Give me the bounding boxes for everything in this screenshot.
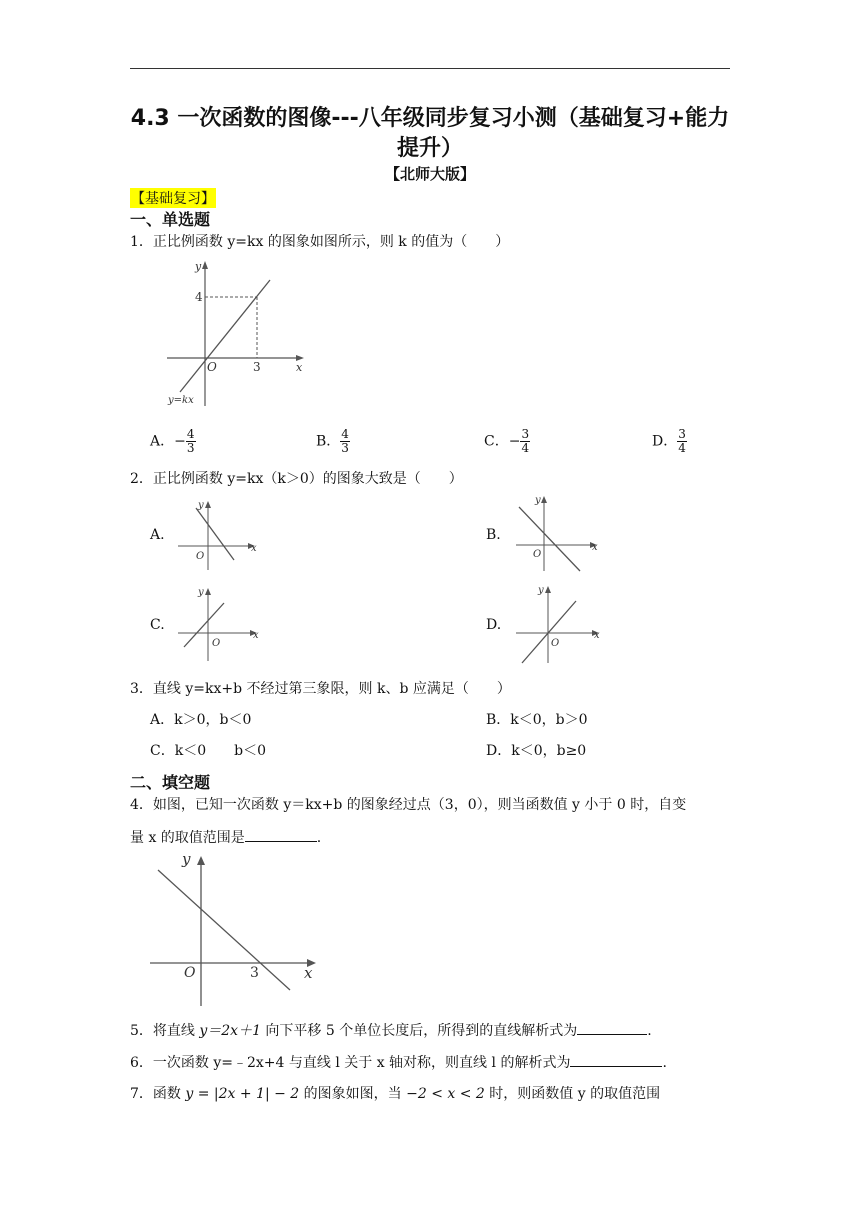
question-6-end: . (662, 1055, 667, 1071)
fraction-denominator: 4 (678, 441, 686, 455)
q4-y-arrow-icon (197, 856, 205, 865)
header-rule (130, 68, 730, 69)
title-line-2: 提升） (396, 136, 463, 161)
question-4-graph (148, 850, 323, 1010)
question-5-formula: y＝2x＋1 (199, 1023, 261, 1039)
section-tag-basic-review: 【基础复习】 (130, 188, 216, 208)
origin-label: O (196, 551, 205, 562)
option-letter: C． (484, 433, 509, 450)
fraction-numerator: 4 (186, 427, 195, 441)
axis-x-label: x (594, 630, 600, 641)
axis-y-label: y (535, 495, 541, 506)
question-7-text: 的图象如图，当 (299, 1086, 407, 1102)
axis-y-label: y (198, 500, 204, 511)
question-7-formula: y = |2x + 1| − 2 (185, 1086, 300, 1102)
question-4-end: . (316, 830, 322, 846)
option-fraction (520, 428, 530, 455)
q4-x-tick-label: 3 (250, 965, 259, 981)
q4-origin-label: O (184, 965, 196, 981)
axis-y-label: y (198, 587, 204, 598)
q2-option-c-label[interactable]: C. (150, 617, 165, 633)
question-5-text: 向下平移 5 个单位长度后，所得到的直线解析式为 (260, 1023, 578, 1039)
question-6 (130, 1052, 667, 1072)
q3-option-c[interactable]: C．k＜0 b＜0 (150, 743, 266, 759)
option-letter: D． (652, 433, 678, 450)
axis-y-label: y (538, 585, 544, 596)
option-sign: − (508, 433, 521, 450)
page-subtitle: 【北师大版】 (384, 165, 475, 183)
question-4-text: 量 x 的取值范围是 (130, 830, 245, 846)
fraction-numerator: 4 (341, 427, 349, 441)
option-fraction (186, 428, 196, 455)
question-4-line-1: 4．如图，已知一次函数 y＝kx+b 的图象经过点（3，0），则当函数值 y 小于 0 时，自变 (130, 797, 687, 813)
option-fraction (340, 428, 350, 455)
q1-option-a[interactable] (150, 428, 196, 455)
question-4-line-2 (130, 827, 321, 847)
question-5-prefix: 5．将直线 (130, 1023, 200, 1039)
title-line-1: 4.3 一次函数的图像---八年级同步复习小测（基础复习+能力 (130, 106, 730, 131)
axis-x-label: x (251, 543, 257, 554)
option-letter: A． (150, 433, 175, 450)
fraction-numerator: 3 (521, 427, 530, 441)
q3-option-b[interactable]: B．k＜0，b＞0 (486, 712, 588, 728)
q2-option-b-label[interactable]: B. (486, 527, 501, 543)
q3-option-d[interactable]: D．k＜0，b≥0 (486, 743, 587, 759)
q2-option-c-graph[interactable] (176, 585, 261, 663)
origin-label: O (533, 549, 542, 560)
q1-line-label: y=kx (168, 395, 194, 406)
q2-option-a-label[interactable]: A. (150, 527, 165, 543)
q4-x-label: x (304, 964, 313, 982)
fraction-denominator: 4 (521, 441, 530, 455)
q1-origin-label: O (207, 360, 217, 374)
q5-answer-blank[interactable] (577, 1020, 647, 1035)
fraction-denominator: 3 (186, 441, 195, 455)
option-fraction (677, 428, 687, 455)
q1-y-tick-label: 4 (195, 290, 203, 304)
question-7-prefix: 7．函数 (130, 1086, 186, 1102)
q1-x-label: x (296, 361, 303, 374)
question-6-text: 6．一次函数 y=﹣2x+4 与直线 l 关于 x 轴对称，则直线 l 的解析式为 (130, 1055, 571, 1071)
question-2-stem: 2．正比例函数 y=kx（k＞0）的图象大致是（ ） (130, 471, 463, 487)
q2-option-a-graph[interactable] (176, 498, 261, 573)
q4-line (158, 870, 290, 990)
axis-x-label: x (592, 542, 598, 553)
question-7-suffix: 时，则函数值 y 的取值范围 (484, 1086, 661, 1102)
q1-option-b[interactable] (316, 428, 350, 455)
option-sign: − (174, 433, 186, 450)
q1-y-label: y (195, 260, 202, 273)
q3-option-a[interactable]: A．k＞0，b＜0 (150, 712, 252, 728)
question-1-graph (165, 258, 310, 408)
fraction-denominator: 3 (341, 441, 349, 455)
option-letter: B． (316, 433, 341, 450)
q2-option-b-graph[interactable] (514, 493, 604, 573)
question-7-condition: −2 < x < 2 (406, 1086, 485, 1102)
axis-x-label: x (253, 630, 259, 641)
q1-x-tick-label: 3 (253, 360, 261, 374)
section-heading-fill-blank: 二、填空题 (130, 773, 211, 792)
q4-y-label: y (182, 850, 191, 868)
section-heading-single-choice: 一、单选题 (130, 210, 211, 229)
q6-answer-blank[interactable] (570, 1052, 662, 1067)
question-7 (130, 1083, 660, 1103)
q4-answer-blank[interactable] (245, 827, 317, 842)
question-5-end: . (647, 1023, 652, 1039)
page-title (130, 104, 730, 164)
q2-option-d-graph[interactable] (514, 583, 604, 665)
fraction-numerator: 3 (678, 427, 686, 441)
q1-option-c[interactable] (484, 428, 530, 455)
question-3-stem: 3．直线 y=kx+b 不经过第三象限，则 k、b 应满足（ ） (130, 681, 511, 697)
origin-label: O (551, 638, 560, 649)
q1-option-d[interactable] (652, 428, 687, 455)
q1-y-arrow-icon (202, 261, 208, 269)
question-5 (130, 1020, 652, 1040)
question-1-stem: 1．正比例函数 y=kx 的图象如图所示，则 k 的值为（ ） (130, 234, 510, 250)
q2-option-d-label[interactable]: D. (486, 617, 502, 633)
origin-label: O (212, 638, 221, 649)
